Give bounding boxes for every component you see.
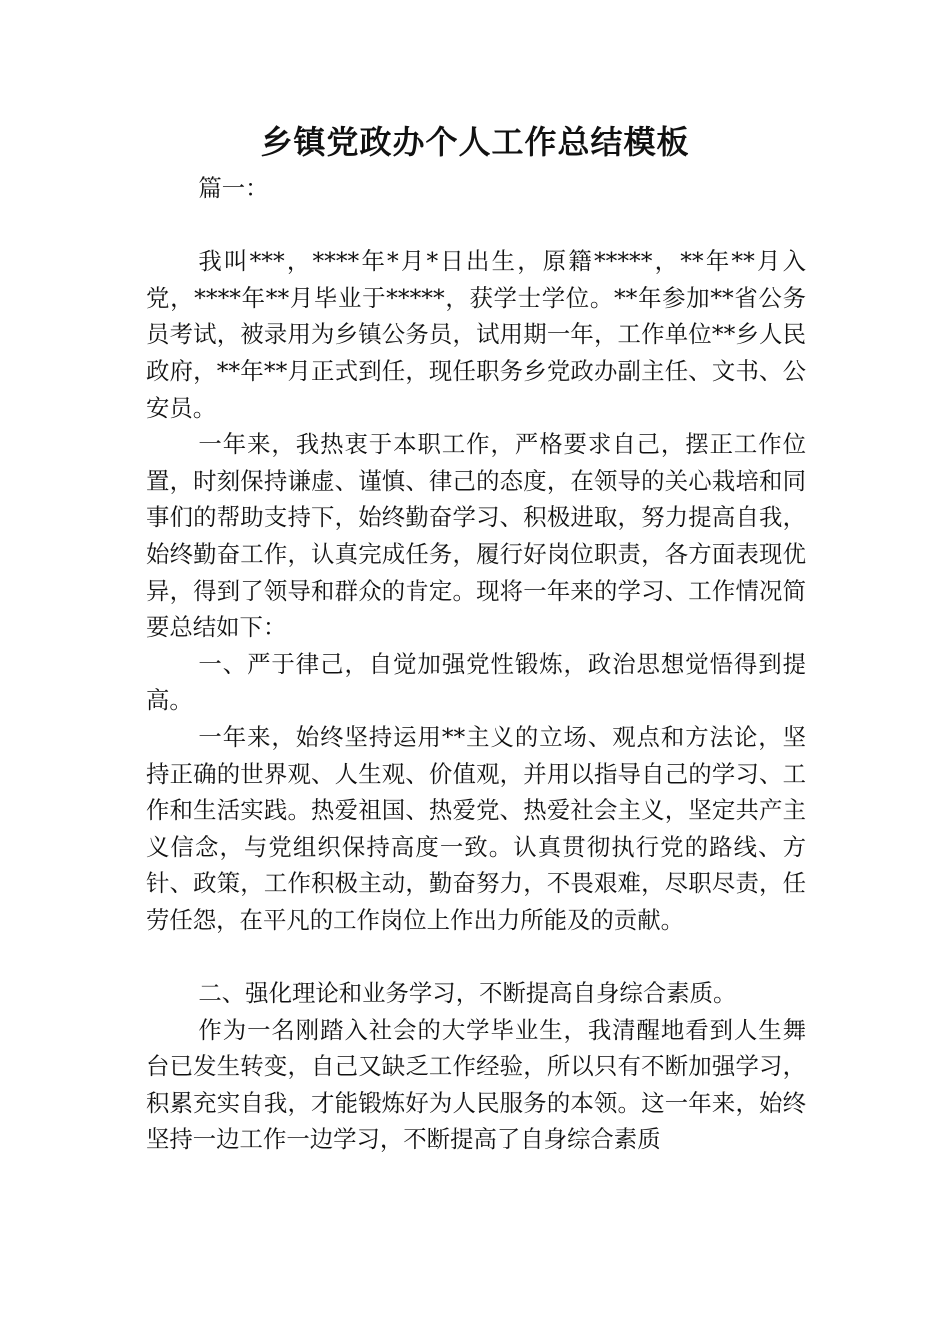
section-heading-2: 二、强化理论和业务学习，不断提高自身综合素质。 [198, 979, 737, 1008]
paragraph-section-1: 一年来，始终坚持运用**主义的立场、观点和方法论，坚持正确的世界观、人生观、价值观，并用以指导自己的学习、工作和生活实践。热爱祖国、热爱党、热爱社会主义，坚定共产主义信念，与党组织保持高度一致。认真贯彻执行党的路线、方针、政策，工作积极主动，勤奋努力，不畏艰难，尽职尽责，任劳任怨，在平凡的工作岗位上作出力所能及的贡献。 [146, 722, 806, 934]
blank-line [146, 938, 806, 975]
paragraph-section-2: 作为一名刚踏入社会的大学毕业生，我清醒地看到人生舞台已发生转变，自己又缺乏工作经验，所以只有不断加强学习，积累充实自我，才能锻炼好为人民服务的本领。这一年来，始终坚持一边工作一边学习，不断提高了自身综合素质 [146, 1015, 806, 1154]
document-body [146, 170, 806, 1158]
blank-line [146, 207, 806, 244]
document-title: 乡镇党政办个人工作总结模板 [260, 123, 690, 161]
paragraph-overview: 一年来，我热衷于本职工作，严格要求自己，摆正工作位置，时刻保持谦虚、谨慎、律己的态度，在领导的关心栽培和同事们的帮助支持下，始终勤奋学习、积极进取，努力提高自我，始终勤奋工作，认真完成任务，履行好岗位职责，各方面表现优异，得到了领导和群众的肯定。现将一年来的学习、工作情况简要总结如下： [146, 430, 806, 642]
paragraph-intro: 我叫***，****年*月*日出生，原籍*****，**年**月入党，****年**月毕业于*****，获学士学位。**年参加**省公务员考试，被录用为乡镇公务员，试用期一年，工作单位**乡人民政府，**年**月正式到任，现任职务乡党政办副主任、文书、公安员。 [146, 247, 806, 422]
subheading: 篇一： [198, 174, 269, 202]
section-heading-1: 一、严于律己，自觉加强党性锻炼，政治思想觉悟得到提高。 [146, 649, 806, 715]
